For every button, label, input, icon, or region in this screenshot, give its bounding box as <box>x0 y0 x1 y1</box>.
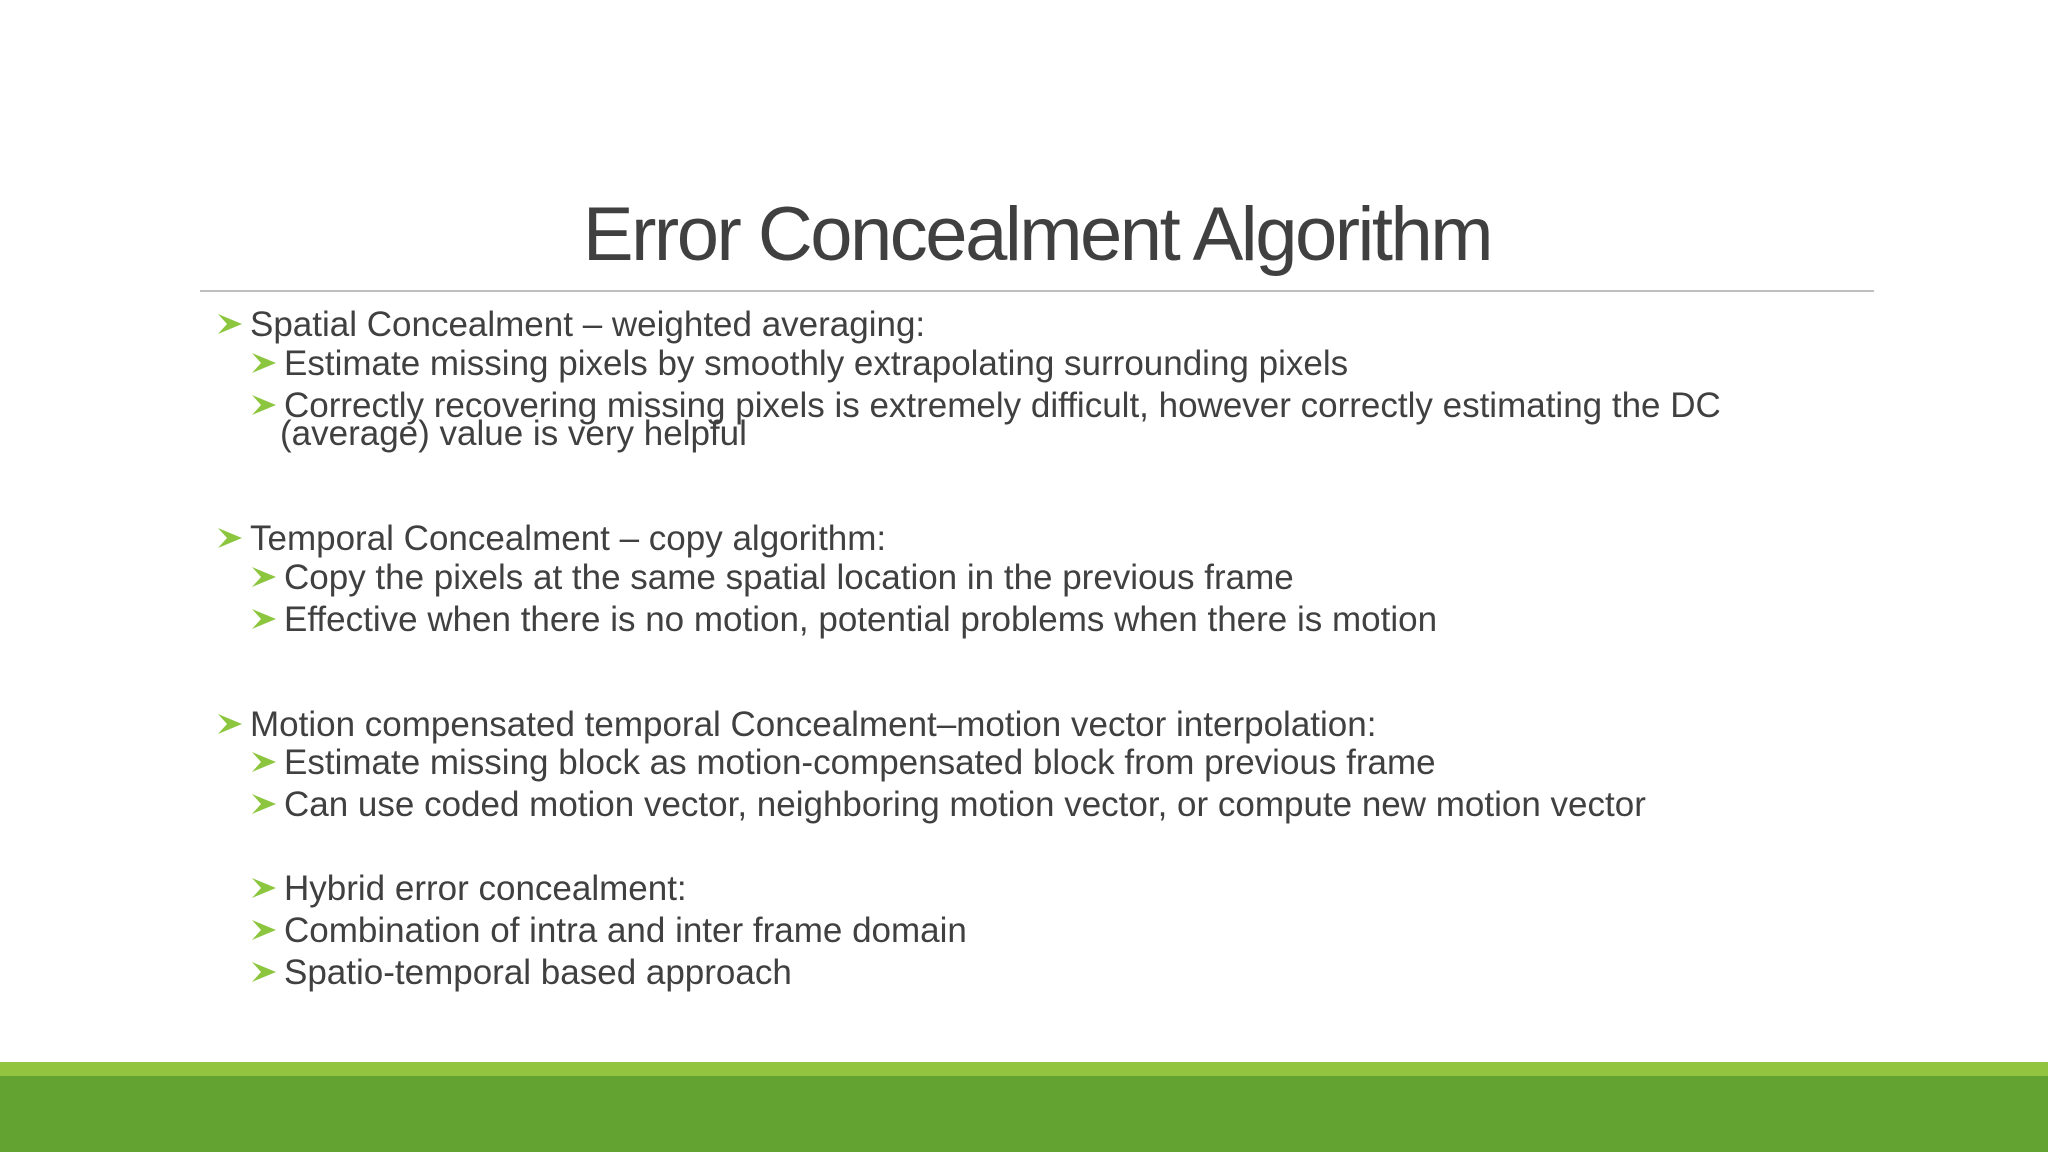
arrow-bullet-icon <box>216 711 248 737</box>
bullet-text: Estimate missing pixels by smoothly extrapolating surrounding pixels <box>284 344 1349 383</box>
bullet-text: Hybrid error concealment: <box>284 869 687 908</box>
bullet-motion-coded <box>250 784 1646 826</box>
arrow-bullet-icon <box>250 392 282 418</box>
bullet-text: Motion compensated temporal Concealment–motion vector interpolation: <box>250 705 1377 744</box>
bullet-text: Effective when there is no motion, potential problems when there is motion <box>284 600 1438 639</box>
footer-accent-stripe <box>0 1062 2048 1076</box>
bullet-text: Estimate missing block as motion-compensated block from previous frame <box>284 743 1436 782</box>
arrow-bullet-icon <box>216 525 248 551</box>
bullet-text: Spatial Concealment – weighted averaging: <box>250 305 926 344</box>
arrow-bullet-icon <box>250 564 282 590</box>
bullet-text: Spatio-temporal based approach <box>284 953 792 992</box>
slide-title: Error Concealment Algorithm <box>582 192 1492 277</box>
bullet-temporal-effective <box>250 599 1437 641</box>
bullet-motion-estimate <box>250 742 1436 784</box>
arrow-bullet-icon <box>216 311 248 337</box>
arrow-bullet-icon <box>250 350 282 376</box>
bullet-hybrid <box>250 868 687 910</box>
bullet-spatial-recovering-continuation: (average) value is very helpful <box>280 414 747 453</box>
bullet-temporal <box>216 518 886 560</box>
bullet-spatial <box>216 304 925 346</box>
bullet-text: Copy the pixels at the same spatial location in the previous frame <box>284 558 1294 597</box>
bullet-temporal-copy <box>250 557 1294 599</box>
arrow-bullet-icon <box>250 606 282 632</box>
bullet-spatial-estimate <box>250 343 1348 385</box>
bullet-hybrid-spatio <box>250 952 792 994</box>
arrow-bullet-icon <box>250 917 282 943</box>
arrow-bullet-icon <box>250 875 282 901</box>
bullet-text: Combination of intra and inter frame domain <box>284 911 967 950</box>
arrow-bullet-icon <box>250 791 282 817</box>
arrow-bullet-icon <box>250 959 282 985</box>
bullet-text: Temporal Concealment – copy algorithm: <box>250 519 887 558</box>
footer-band <box>0 1076 2048 1152</box>
bullet-hybrid-combination <box>250 910 967 952</box>
bullet-text: Correctly recovering missing pixels is extremely difficult, however correctly estimating the DC <box>284 386 1721 425</box>
arrow-bullet-icon <box>250 749 282 775</box>
bullet-motion <box>216 704 1376 746</box>
bullet-text: Can use coded motion vector, neighboring motion vector, or compute new motion vector <box>284 785 1646 824</box>
